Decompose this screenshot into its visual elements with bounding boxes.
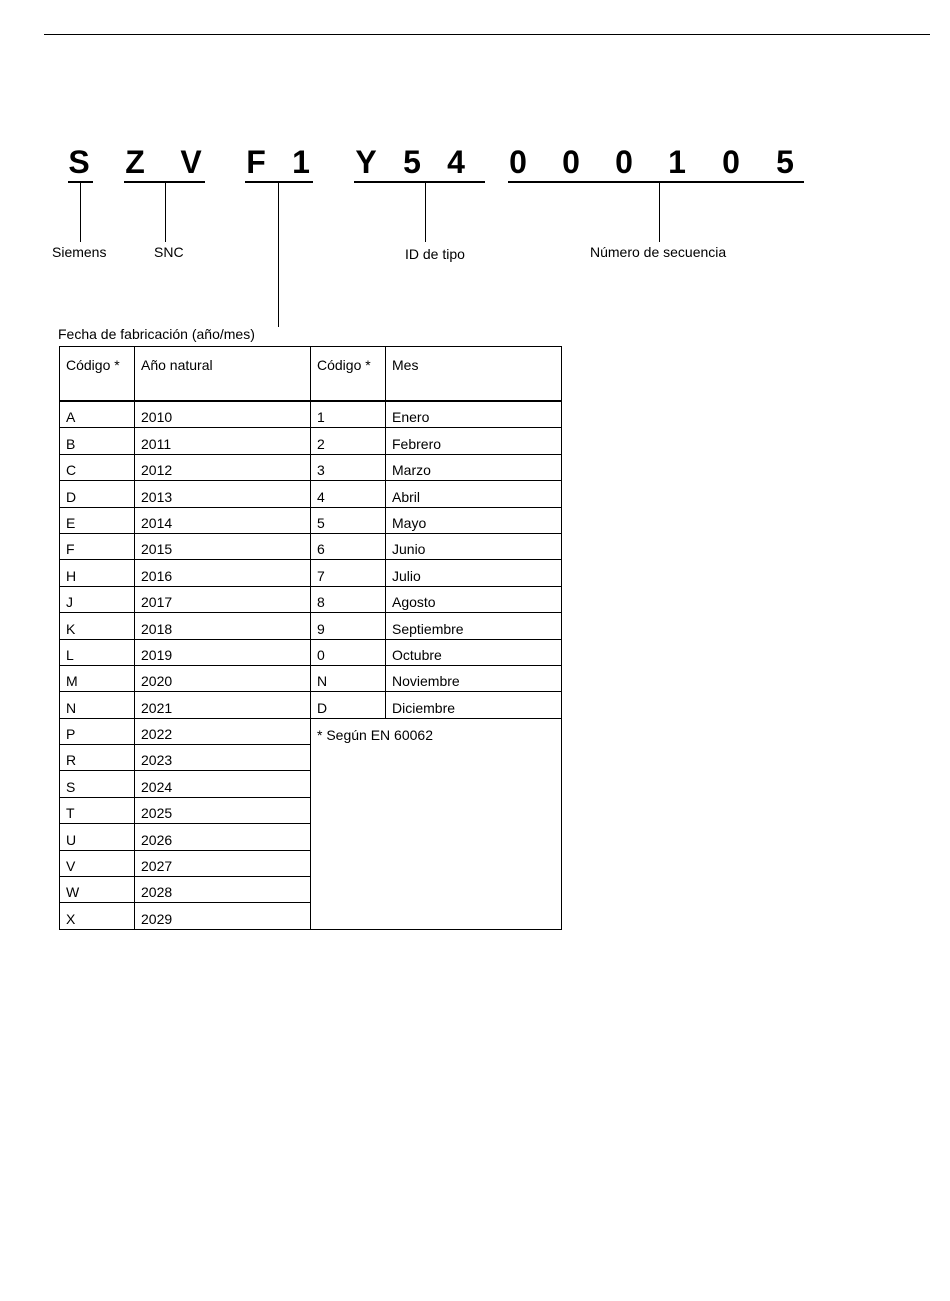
table-row bbox=[60, 718, 562, 744]
manufacturer-label: Siemens bbox=[52, 244, 107, 260]
month-code-cell: 7 bbox=[311, 560, 386, 586]
year-cell: 2012 bbox=[135, 454, 311, 480]
serial-char: 5 bbox=[776, 144, 794, 180]
serial-char: Z bbox=[125, 144, 145, 180]
month-code-cell: 2 bbox=[311, 428, 386, 454]
table-row bbox=[60, 454, 562, 480]
year-code-cell: B bbox=[60, 428, 135, 454]
year-code-cell: S bbox=[60, 771, 135, 797]
serial-char: 0 bbox=[509, 144, 527, 180]
month-code-cell: 8 bbox=[311, 586, 386, 612]
year-code-cell: T bbox=[60, 797, 135, 823]
month-cell: Abril bbox=[386, 481, 562, 507]
manufacturer-leader bbox=[80, 183, 81, 242]
table-row bbox=[60, 507, 562, 533]
month-cell: Enero bbox=[386, 401, 562, 428]
header-year-code: Código * bbox=[60, 347, 135, 402]
year-cell: 2023 bbox=[135, 745, 311, 771]
date-underline bbox=[245, 181, 313, 183]
year-cell: 2022 bbox=[135, 718, 311, 744]
year-code-cell: X bbox=[60, 903, 135, 929]
year-cell: 2027 bbox=[135, 850, 311, 876]
year-cell: 2029 bbox=[135, 903, 311, 929]
serial-char: 1 bbox=[668, 144, 686, 180]
month-cell: Junio bbox=[386, 533, 562, 559]
type-id-underline bbox=[354, 181, 485, 183]
year-code-cell: M bbox=[60, 665, 135, 691]
year-cell: 2025 bbox=[135, 797, 311, 823]
month-code-cell: 3 bbox=[311, 454, 386, 480]
year-code-cell: P bbox=[60, 718, 135, 744]
snc-leader bbox=[165, 183, 166, 242]
table-row bbox=[60, 639, 562, 665]
year-code-cell: D bbox=[60, 481, 135, 507]
snc-label: SNC bbox=[154, 244, 184, 260]
table-row bbox=[60, 401, 562, 428]
year-cell: 2024 bbox=[135, 771, 311, 797]
year-code-cell: K bbox=[60, 613, 135, 639]
year-code-cell: V bbox=[60, 850, 135, 876]
year-cell: 2016 bbox=[135, 560, 311, 586]
serial-char: 0 bbox=[562, 144, 580, 180]
serial-char: 0 bbox=[722, 144, 740, 180]
year-cell: 2017 bbox=[135, 586, 311, 612]
year-cell: 2026 bbox=[135, 824, 311, 850]
year-code-cell: A bbox=[60, 401, 135, 428]
year-code-cell: N bbox=[60, 692, 135, 718]
month-code-cell: D bbox=[311, 692, 386, 718]
serial-char: 1 bbox=[292, 144, 310, 180]
date-leader bbox=[278, 183, 279, 327]
month-cell: Mayo bbox=[386, 507, 562, 533]
type-id-leader bbox=[425, 183, 426, 242]
year-cell: 2010 bbox=[135, 401, 311, 428]
month-cell: Julio bbox=[386, 560, 562, 586]
month-code-cell: 1 bbox=[311, 401, 386, 428]
serial-char: 0 bbox=[615, 144, 633, 180]
serial-char: Y bbox=[355, 144, 377, 180]
year-cell: 2020 bbox=[135, 665, 311, 691]
header-year: Año natural bbox=[135, 347, 311, 402]
year-cell: 2014 bbox=[135, 507, 311, 533]
table-row bbox=[60, 692, 562, 718]
month-cell: Agosto bbox=[386, 586, 562, 612]
month-code-cell: 0 bbox=[311, 639, 386, 665]
date-code-table bbox=[59, 346, 562, 930]
table-row bbox=[60, 560, 562, 586]
table-row bbox=[60, 613, 562, 639]
year-cell: 2021 bbox=[135, 692, 311, 718]
type-id-label: ID de tipo bbox=[405, 246, 465, 262]
month-cell: Noviembre bbox=[386, 665, 562, 691]
month-cell: Febrero bbox=[386, 428, 562, 454]
year-cell: 2013 bbox=[135, 481, 311, 507]
year-code-cell: E bbox=[60, 507, 135, 533]
month-cell: Diciembre bbox=[386, 692, 562, 718]
month-cell: Marzo bbox=[386, 454, 562, 480]
serial-char: V bbox=[180, 144, 202, 180]
sequence-leader bbox=[659, 183, 660, 242]
year-cell: 2028 bbox=[135, 877, 311, 903]
year-cell: 2018 bbox=[135, 613, 311, 639]
top-rule bbox=[44, 34, 930, 35]
date-table-caption: Fecha de fabricación (año/mes) bbox=[58, 326, 255, 342]
footnote-cell: * Según EN 60062 bbox=[311, 718, 562, 929]
month-code-cell: 6 bbox=[311, 533, 386, 559]
year-code-cell: J bbox=[60, 586, 135, 612]
table-row bbox=[60, 428, 562, 454]
month-cell: Septiembre bbox=[386, 613, 562, 639]
month-code-cell: N bbox=[311, 665, 386, 691]
year-cell: 2011 bbox=[135, 428, 311, 454]
year-code-cell: H bbox=[60, 560, 135, 586]
sequence-label: Número de secuencia bbox=[590, 244, 727, 260]
year-code-cell: W bbox=[60, 877, 135, 903]
header-month-code: Código * bbox=[311, 347, 386, 402]
month-code-cell: 9 bbox=[311, 613, 386, 639]
serial-char: F bbox=[246, 144, 266, 180]
serial-char: 5 bbox=[403, 144, 421, 180]
year-cell: 2015 bbox=[135, 533, 311, 559]
month-cell: Octubre bbox=[386, 639, 562, 665]
sequence-underline bbox=[508, 181, 804, 183]
year-code-cell: C bbox=[60, 454, 135, 480]
table-row bbox=[60, 533, 562, 559]
table-header-row bbox=[60, 347, 562, 402]
header-month: Mes bbox=[386, 347, 562, 402]
year-cell: 2019 bbox=[135, 639, 311, 665]
serial-char: 4 bbox=[447, 144, 465, 180]
month-code-cell: 4 bbox=[311, 481, 386, 507]
serial-char: S bbox=[68, 144, 90, 180]
month-code-cell: 5 bbox=[311, 507, 386, 533]
table-row bbox=[60, 665, 562, 691]
year-code-cell: F bbox=[60, 533, 135, 559]
year-code-cell: L bbox=[60, 639, 135, 665]
table-row bbox=[60, 586, 562, 612]
year-code-cell: R bbox=[60, 745, 135, 771]
year-code-cell: U bbox=[60, 824, 135, 850]
table-row bbox=[60, 481, 562, 507]
